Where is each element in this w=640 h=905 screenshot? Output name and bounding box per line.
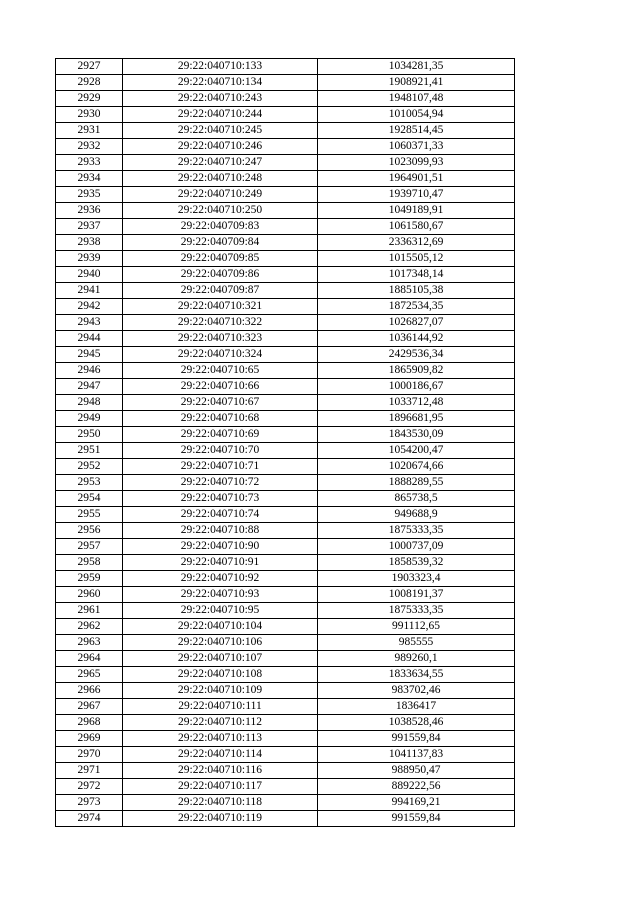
cadastral-number-cell: 29:22:040709:84 <box>123 235 318 251</box>
table-row <box>56 715 515 731</box>
row-number-cell: 2954 <box>56 491 123 507</box>
cadastral-number-cell: 29:22:040709:83 <box>123 219 318 235</box>
row-number-cell: 2936 <box>56 203 123 219</box>
cadastral-number-cell: 29:22:040710:112 <box>123 715 318 731</box>
row-number-cell: 2937 <box>56 219 123 235</box>
cadastral-value-cell: 985555 <box>318 635 515 651</box>
row-number-cell: 2957 <box>56 539 123 555</box>
cadastral-value-cell: 1833634,55 <box>318 667 515 683</box>
cadastral-value-cell: 1041137,83 <box>318 747 515 763</box>
cadastral-value-cell: 1036144,92 <box>318 331 515 347</box>
row-number-cell: 2956 <box>56 523 123 539</box>
cadastral-number-cell: 29:22:040710:106 <box>123 635 318 651</box>
table-row <box>56 459 515 475</box>
cadastral-number-cell: 29:22:040710:67 <box>123 395 318 411</box>
row-number-cell: 2965 <box>56 667 123 683</box>
cadastral-value-cell: 1888289,55 <box>318 475 515 491</box>
table-row <box>56 187 515 203</box>
row-number-cell: 2959 <box>56 571 123 587</box>
cadastral-value-cell: 1939710,47 <box>318 187 515 203</box>
table-row <box>56 811 515 827</box>
table-row <box>56 395 515 411</box>
cadastral-number-cell: 29:22:040710:95 <box>123 603 318 619</box>
cadastral-number-cell: 29:22:040710:117 <box>123 779 318 795</box>
row-number-cell: 2943 <box>56 315 123 331</box>
table-row <box>56 219 515 235</box>
row-number-cell: 2960 <box>56 587 123 603</box>
table-row <box>56 299 515 315</box>
table-row <box>56 763 515 779</box>
row-number-cell: 2952 <box>56 459 123 475</box>
row-number-cell: 2974 <box>56 811 123 827</box>
table-row <box>56 523 515 539</box>
cadastral-value-cell: 1008191,37 <box>318 587 515 603</box>
cadastral-value-cell: 1015505,12 <box>318 251 515 267</box>
table-row <box>56 795 515 811</box>
table-row <box>56 667 515 683</box>
cadastral-value-cell: 1948107,48 <box>318 91 515 107</box>
table-row <box>56 363 515 379</box>
table-row <box>56 283 515 299</box>
cadastral-value-cell: 2336312,69 <box>318 235 515 251</box>
row-number-cell: 2944 <box>56 331 123 347</box>
cadastral-number-cell: 29:22:040709:85 <box>123 251 318 267</box>
row-number-cell: 2961 <box>56 603 123 619</box>
row-number-cell: 2950 <box>56 427 123 443</box>
cadastral-value-cell: 1061580,67 <box>318 219 515 235</box>
table-row <box>56 155 515 171</box>
cadastral-value-cell: 1060371,33 <box>318 139 515 155</box>
cadastral-number-cell: 29:22:040710:71 <box>123 459 318 475</box>
cadastral-value-cell: 1885105,38 <box>318 283 515 299</box>
cadastral-value-cell: 1843530,09 <box>318 427 515 443</box>
row-number-cell: 2968 <box>56 715 123 731</box>
cadastral-number-cell: 29:22:040710:244 <box>123 107 318 123</box>
cadastral-value-cell: 949688,9 <box>318 507 515 523</box>
table-row <box>56 747 515 763</box>
cadastral-value-cell: 889222,56 <box>318 779 515 795</box>
cadastral-number-cell: 29:22:040710:74 <box>123 507 318 523</box>
cadastral-value-cell: 2429536,34 <box>318 347 515 363</box>
cadastral-value-cell: 988950,47 <box>318 763 515 779</box>
table-row <box>56 171 515 187</box>
table-row <box>56 123 515 139</box>
cadastral-number-cell: 29:22:040710:108 <box>123 667 318 683</box>
cadastral-value-cell: 991112,65 <box>318 619 515 635</box>
table-row <box>56 203 515 219</box>
cadastral-value-cell: 1023099,93 <box>318 155 515 171</box>
row-number-cell: 2940 <box>56 267 123 283</box>
row-number-cell: 2927 <box>56 59 123 75</box>
cadastral-number-cell: 29:22:040710:134 <box>123 75 318 91</box>
row-number-cell: 2934 <box>56 171 123 187</box>
table-row <box>56 379 515 395</box>
table-row <box>56 699 515 715</box>
table-row <box>56 59 515 75</box>
row-number-cell: 2939 <box>56 251 123 267</box>
cadastral-number-cell: 29:22:040710:92 <box>123 571 318 587</box>
table-row <box>56 619 515 635</box>
cadastral-value-cell: 865738,5 <box>318 491 515 507</box>
row-number-cell: 2963 <box>56 635 123 651</box>
cadastral-value-cell: 991559,84 <box>318 731 515 747</box>
cadastral-value-cell: 991559,84 <box>318 811 515 827</box>
cadastral-value-cell: 1054200,47 <box>318 443 515 459</box>
cadastral-value-cell: 1010054,94 <box>318 107 515 123</box>
cadastral-number-cell: 29:22:040710:114 <box>123 747 318 763</box>
table-row <box>56 331 515 347</box>
table-row <box>56 251 515 267</box>
row-number-cell: 2973 <box>56 795 123 811</box>
table-row <box>56 587 515 603</box>
cadastral-value-cell: 1000186,67 <box>318 379 515 395</box>
table-row <box>56 443 515 459</box>
table-row <box>56 75 515 91</box>
table-body <box>56 59 515 827</box>
row-number-cell: 2967 <box>56 699 123 715</box>
cadastral-number-cell: 29:22:040709:86 <box>123 267 318 283</box>
cadastral-number-cell: 29:22:040709:87 <box>123 283 318 299</box>
table-row <box>56 635 515 651</box>
cadastral-number-cell: 29:22:040710:321 <box>123 299 318 315</box>
cadastral-number-cell: 29:22:040710:73 <box>123 491 318 507</box>
cadastral-number-cell: 29:22:040710:322 <box>123 315 318 331</box>
cadastral-value-cell: 1033712,48 <box>318 395 515 411</box>
cadastral-value-cell: 1928514,45 <box>318 123 515 139</box>
row-number-cell: 2941 <box>56 283 123 299</box>
row-number-cell: 2962 <box>56 619 123 635</box>
cadastral-number-cell: 29:22:040710:91 <box>123 555 318 571</box>
cadastral-value-cell: 983702,46 <box>318 683 515 699</box>
row-number-cell: 2928 <box>56 75 123 91</box>
cadastral-value-cell: 1865909,82 <box>318 363 515 379</box>
cadastral-number-cell: 29:22:040710:249 <box>123 187 318 203</box>
row-number-cell: 2942 <box>56 299 123 315</box>
cadastral-value-cell: 1964901,51 <box>318 171 515 187</box>
cadastral-number-cell: 29:22:040710:66 <box>123 379 318 395</box>
row-number-cell: 2971 <box>56 763 123 779</box>
cadastral-number-cell: 29:22:040710:109 <box>123 683 318 699</box>
cadastral-number-cell: 29:22:040710:247 <box>123 155 318 171</box>
row-number-cell: 2938 <box>56 235 123 251</box>
row-number-cell: 2951 <box>56 443 123 459</box>
cadastral-number-cell: 29:22:040710:119 <box>123 811 318 827</box>
row-number-cell: 2930 <box>56 107 123 123</box>
table-row <box>56 107 515 123</box>
row-number-cell: 2945 <box>56 347 123 363</box>
row-number-cell: 2949 <box>56 411 123 427</box>
cadastral-number-cell: 29:22:040710:250 <box>123 203 318 219</box>
table-row <box>56 411 515 427</box>
cadastral-value-cell: 1872534,35 <box>318 299 515 315</box>
row-number-cell: 2964 <box>56 651 123 667</box>
cadastral-value-cell: 1026827,07 <box>318 315 515 331</box>
table-row <box>56 683 515 699</box>
row-number-cell: 2931 <box>56 123 123 139</box>
cadastral-number-cell: 29:22:040710:116 <box>123 763 318 779</box>
cadastral-number-cell: 29:22:040710:323 <box>123 331 318 347</box>
cadastral-number-cell: 29:22:040710:104 <box>123 619 318 635</box>
cadastral-value-table <box>55 58 515 827</box>
cadastral-number-cell: 29:22:040710:133 <box>123 59 318 75</box>
row-number-cell: 2947 <box>56 379 123 395</box>
row-number-cell: 2969 <box>56 731 123 747</box>
row-number-cell: 2958 <box>56 555 123 571</box>
cadastral-number-cell: 29:22:040710:69 <box>123 427 318 443</box>
cadastral-value-cell: 1908921,41 <box>318 75 515 91</box>
cadastral-number-cell: 29:22:040710:70 <box>123 443 318 459</box>
table-row <box>56 555 515 571</box>
cadastral-value-cell: 1903323,4 <box>318 571 515 587</box>
cadastral-number-cell: 29:22:040710:68 <box>123 411 318 427</box>
table-row <box>56 91 515 107</box>
cadastral-value-cell: 1034281,35 <box>318 59 515 75</box>
table-row <box>56 475 515 491</box>
row-number-cell: 2953 <box>56 475 123 491</box>
cadastral-value-cell: 994169,21 <box>318 795 515 811</box>
cadastral-number-cell: 29:22:040710:113 <box>123 731 318 747</box>
table-row <box>56 491 515 507</box>
cadastral-value-cell: 1038528,46 <box>318 715 515 731</box>
cadastral-number-cell: 29:22:040710:88 <box>123 523 318 539</box>
cadastral-number-cell: 29:22:040710:65 <box>123 363 318 379</box>
row-number-cell: 2933 <box>56 155 123 171</box>
cadastral-value-cell: 1836417 <box>318 699 515 715</box>
table-row <box>56 539 515 555</box>
cadastral-value-cell: 1875333,35 <box>318 523 515 539</box>
cadastral-number-cell: 29:22:040710:324 <box>123 347 318 363</box>
cadastral-number-cell: 29:22:040710:118 <box>123 795 318 811</box>
cadastral-number-cell: 29:22:040710:72 <box>123 475 318 491</box>
row-number-cell: 2929 <box>56 91 123 107</box>
table-row <box>56 603 515 619</box>
table-row <box>56 651 515 667</box>
table-row <box>56 267 515 283</box>
row-number-cell: 2970 <box>56 747 123 763</box>
cadastral-number-cell: 29:22:040710:246 <box>123 139 318 155</box>
table-row <box>56 427 515 443</box>
cadastral-number-cell: 29:22:040710:111 <box>123 699 318 715</box>
table-row <box>56 731 515 747</box>
row-number-cell: 2955 <box>56 507 123 523</box>
cadastral-number-cell: 29:22:040710:93 <box>123 587 318 603</box>
row-number-cell: 2932 <box>56 139 123 155</box>
cadastral-value-cell: 1049189,91 <box>318 203 515 219</box>
table-row <box>56 507 515 523</box>
table-row <box>56 779 515 795</box>
row-number-cell: 2948 <box>56 395 123 411</box>
row-number-cell: 2935 <box>56 187 123 203</box>
cadastral-value-cell: 1875333,35 <box>318 603 515 619</box>
table-row <box>56 235 515 251</box>
cadastral-value-cell: 1020674,66 <box>318 459 515 475</box>
table-row <box>56 347 515 363</box>
cadastral-value-cell: 989260,1 <box>318 651 515 667</box>
table-row <box>56 315 515 331</box>
cadastral-number-cell: 29:22:040710:90 <box>123 539 318 555</box>
table-row <box>56 571 515 587</box>
row-number-cell: 2966 <box>56 683 123 699</box>
cadastral-value-cell: 1858539,32 <box>318 555 515 571</box>
table-row <box>56 139 515 155</box>
row-number-cell: 2946 <box>56 363 123 379</box>
cadastral-value-cell: 1017348,14 <box>318 267 515 283</box>
cadastral-number-cell: 29:22:040710:248 <box>123 171 318 187</box>
cadastral-value-cell: 1896681,95 <box>318 411 515 427</box>
cadastral-number-cell: 29:22:040710:245 <box>123 123 318 139</box>
cadastral-number-cell: 29:22:040710:243 <box>123 91 318 107</box>
cadastral-number-cell: 29:22:040710:107 <box>123 651 318 667</box>
row-number-cell: 2972 <box>56 779 123 795</box>
cadastral-value-cell: 1000737,09 <box>318 539 515 555</box>
